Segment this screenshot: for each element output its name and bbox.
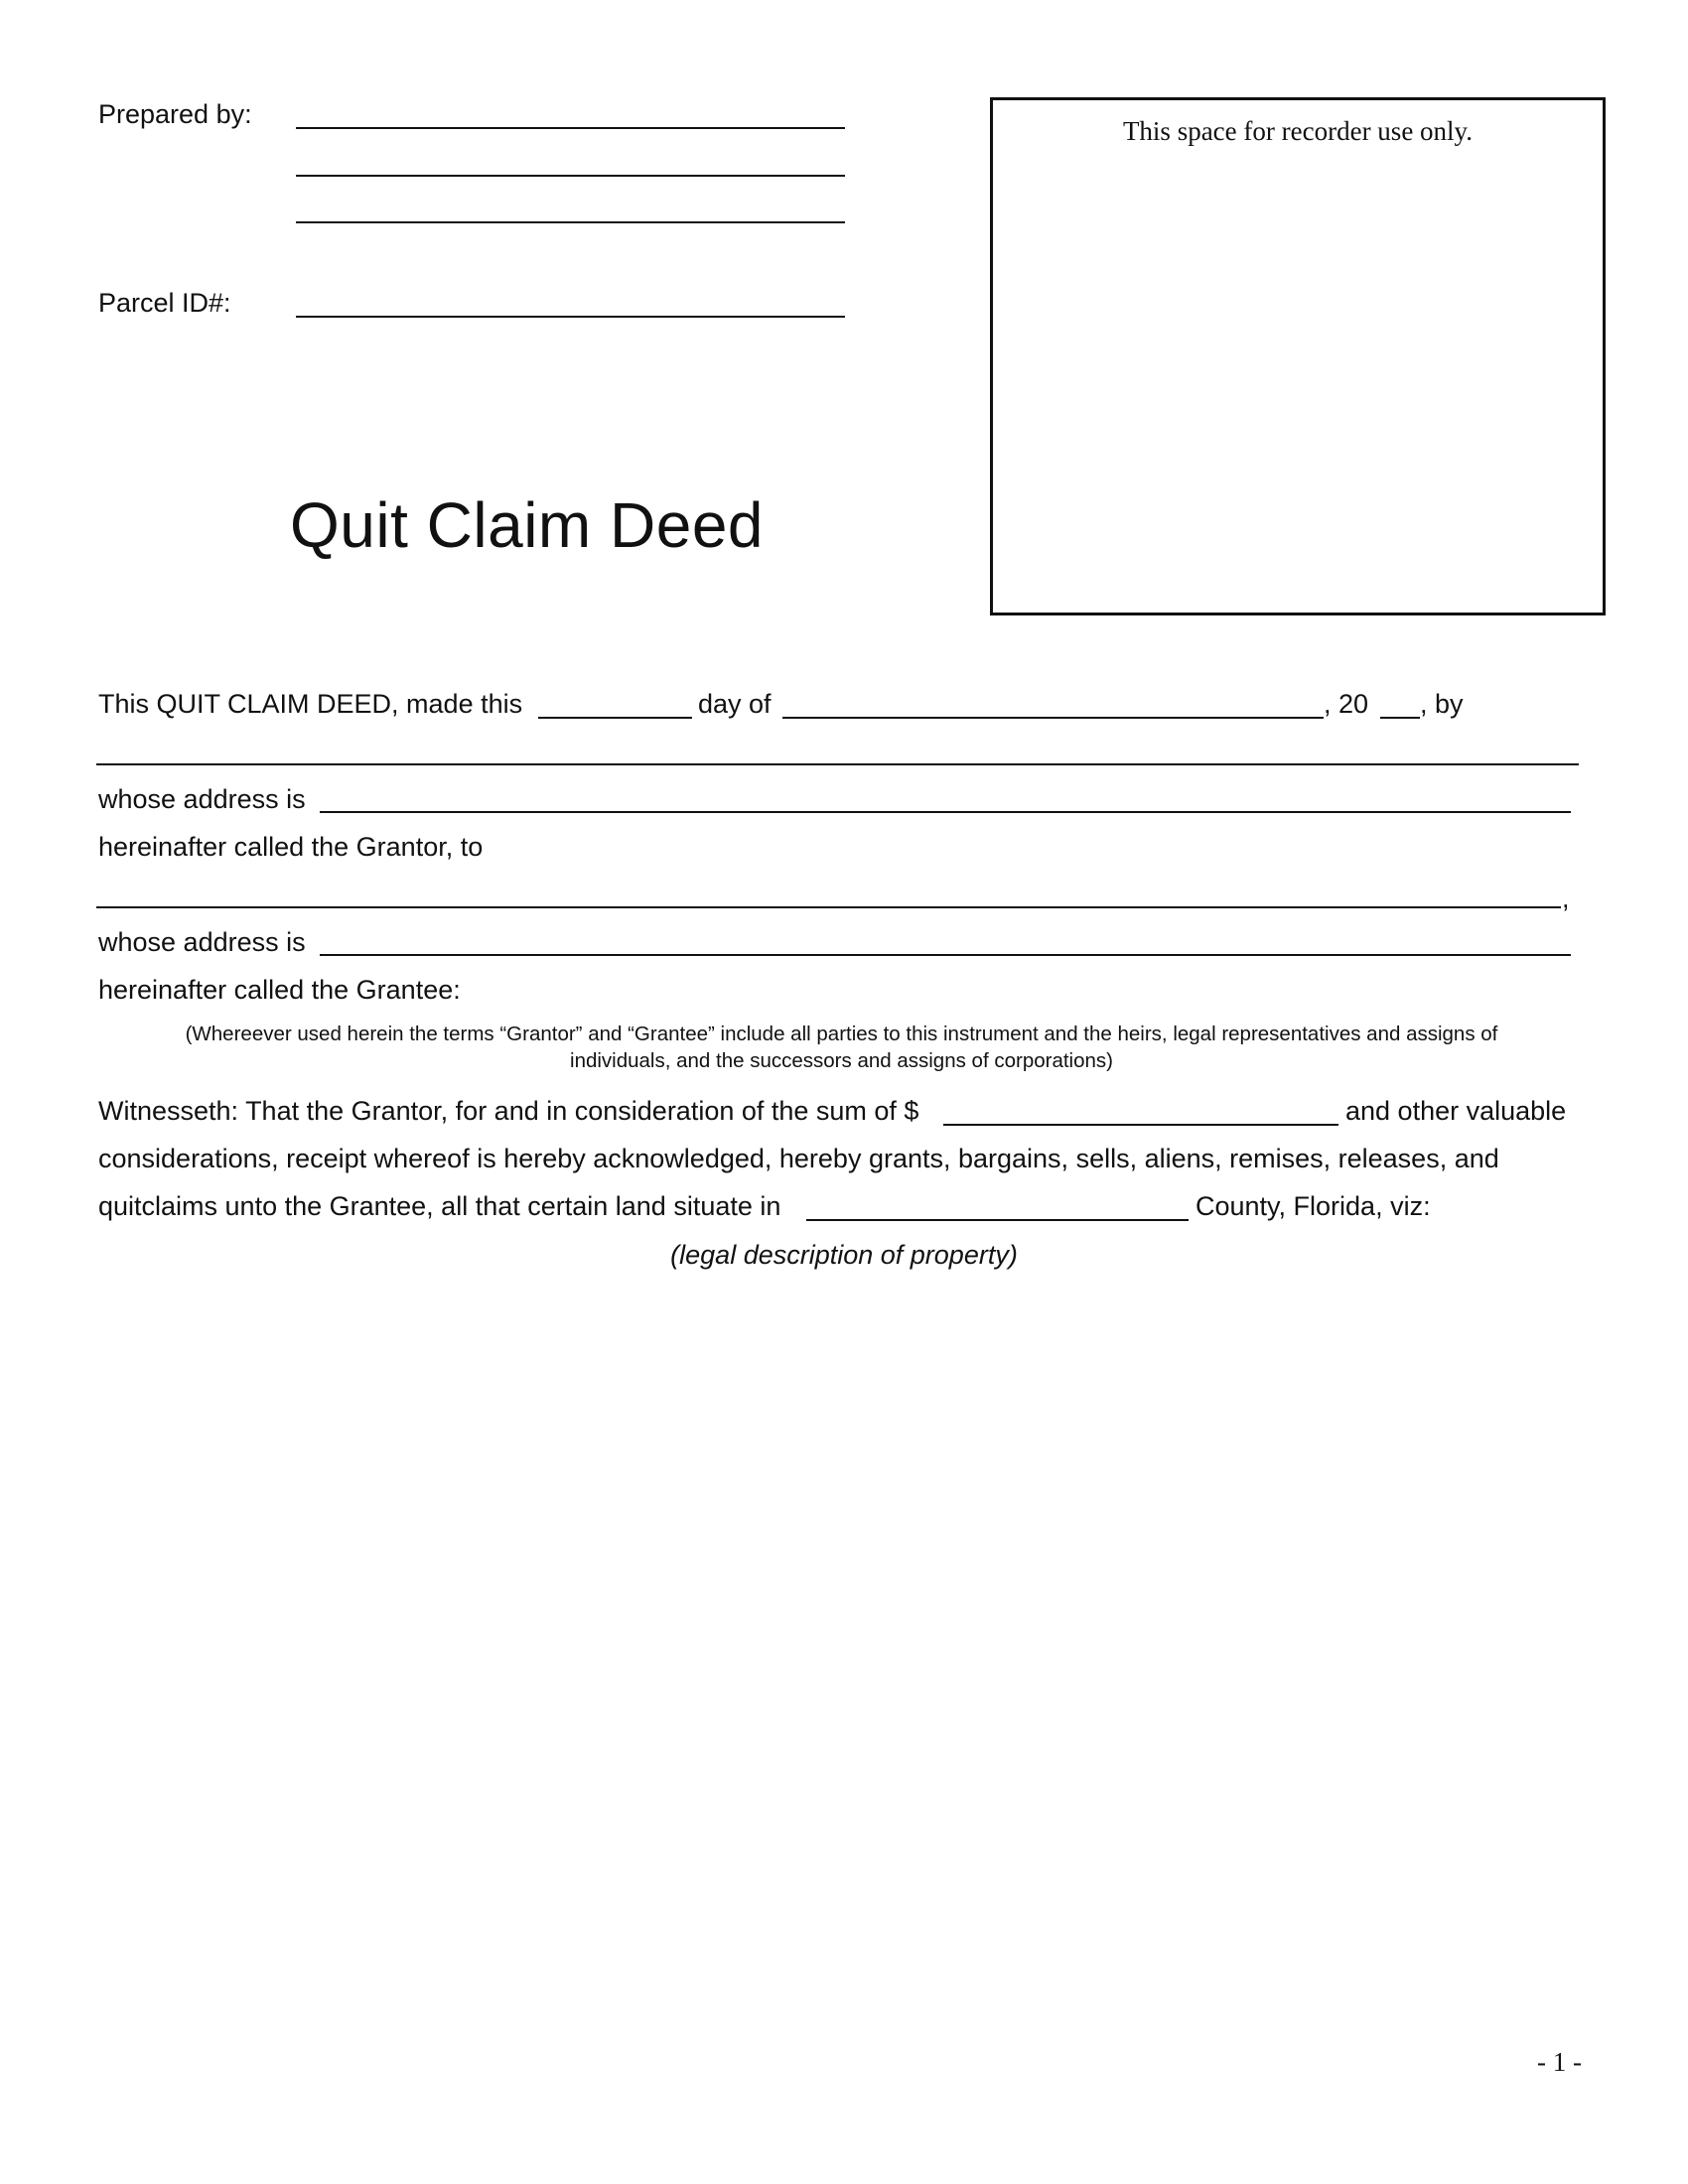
year-blank[interactable] <box>1380 717 1420 719</box>
definitions-note-line-2: individuals, and the successors and assigns of corporations) <box>570 1049 1113 1072</box>
legal-description-label: (legal description of property) <box>670 1240 1018 1270</box>
grantor-address-line[interactable] <box>320 811 1571 813</box>
witness-text-3: quitclaims unto the Grantee, all that certain land situate in <box>98 1191 781 1221</box>
recorder-box <box>990 97 1606 615</box>
grantor-name-line[interactable] <box>96 763 1579 765</box>
parcel-id-line[interactable] <box>296 316 845 318</box>
witness-text-2: considerations, receipt whereof is hereby acknowledged, hereby grants, bargains, sells, aliens, remises, releases, and <box>98 1144 1499 1173</box>
deed-intro-text: This QUIT CLAIM DEED, made this <box>98 689 523 719</box>
prepared-by-label: Prepared by: <box>98 99 252 129</box>
grantee-address-line[interactable] <box>320 954 1571 956</box>
sum-blank[interactable] <box>943 1124 1338 1126</box>
witness-text-1: Witnesseth: That the Grantor, for and in consideration of the sum of $ <box>98 1096 919 1126</box>
county-blank[interactable] <box>806 1219 1189 1221</box>
month-blank[interactable] <box>782 717 1324 719</box>
grantor-address-label: whose address is <box>98 784 306 814</box>
grantee-line-comma: , <box>1562 884 1570 913</box>
definitions-note <box>99 1021 1584 1074</box>
prepared-by-line-1[interactable] <box>296 127 845 129</box>
by-text: , by <box>1420 689 1464 719</box>
day-of-text: day of <box>698 689 772 719</box>
prepared-by-line-3[interactable] <box>296 221 845 223</box>
witness-text-3b: County, Florida, viz: <box>1196 1191 1431 1221</box>
page-number: - 1 - <box>1537 2047 1582 2077</box>
definitions-note-line-1: (Whereever used herein the terms “Grantor” and “Grantee” include all parties to this instrument and the heirs, legal representatives and assigns of <box>185 1023 1498 1045</box>
recorder-box-text: This space for recorder use only. <box>1122 116 1474 146</box>
grantee-address-label: whose address is <box>98 927 306 957</box>
parcel-id-label: Parcel ID#: <box>98 288 231 318</box>
page-title: Quit Claim Deed <box>290 489 764 561</box>
prepared-by-line-2[interactable] <box>296 175 845 177</box>
grantee-text: hereinafter called the Grantee: <box>98 975 461 1005</box>
grantor-text: hereinafter called the Grantor, to <box>98 832 484 862</box>
grantee-name-line[interactable] <box>96 906 1561 908</box>
day-blank[interactable] <box>538 717 692 719</box>
witness-text-1b: and other valuable <box>1345 1096 1567 1126</box>
year-prefix-text: , 20 <box>1324 689 1369 719</box>
